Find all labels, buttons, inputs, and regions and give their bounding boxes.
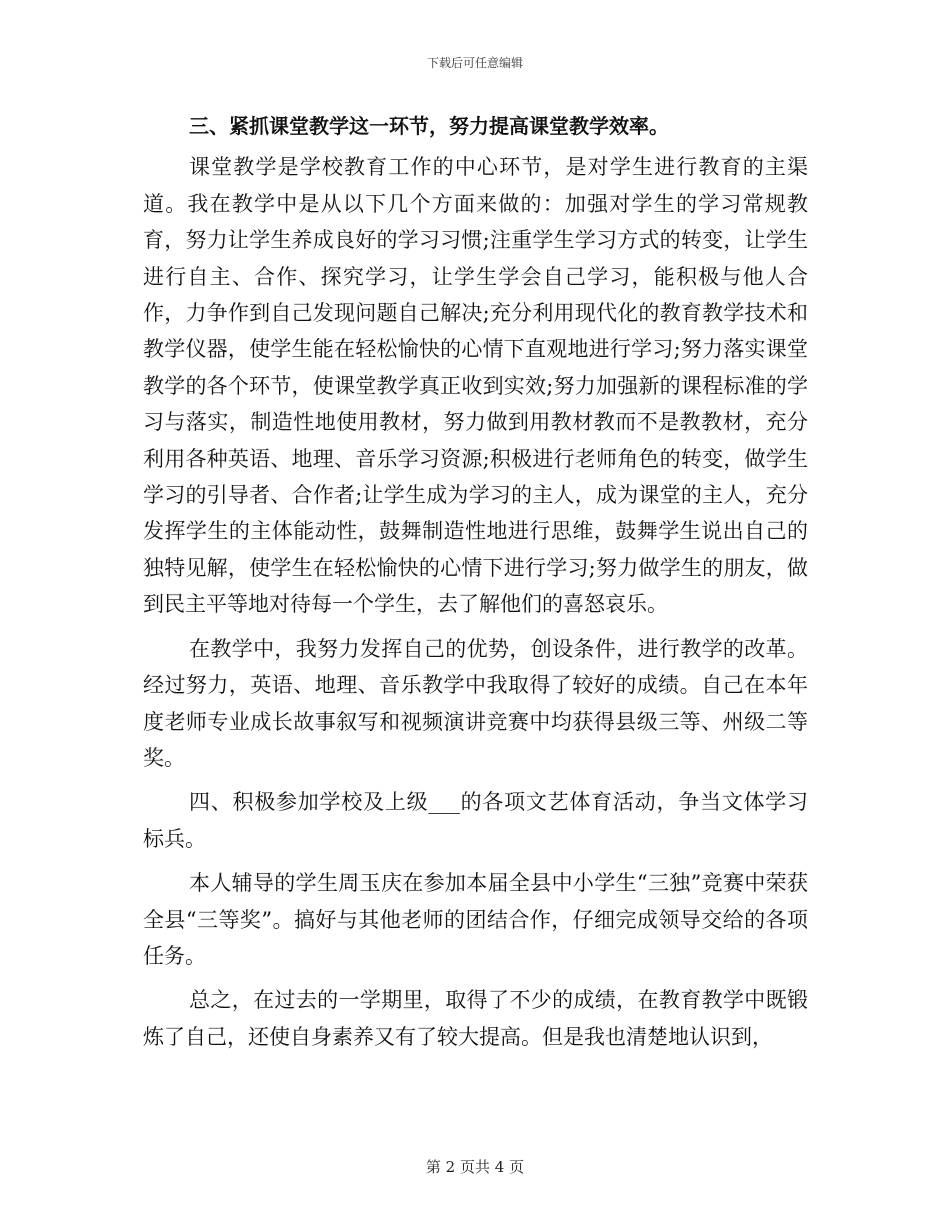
header-note: 下载后可任意编辑 bbox=[426, 56, 523, 70]
paragraph-summary: 总之，在过去的一学期里，取得了不少的成绩，在教育教学中既锻炼了自己，还使自身素养又有了较大提高。但是我也清楚地认识到， bbox=[143, 988, 808, 1049]
paragraph-teaching-results: 在教学中，我努力发挥自己的优势，创设条件，进行教学的改革。经过努力，英语、地理、音乐教学中我取得了较好的成绩。自己在本年度老师专业成长故事叙写和视频演讲竞赛中均获得县级三等、州级二等奖。 bbox=[143, 636, 808, 770]
section-heading-3: 三、紧抓课堂教学这一环节，努力提高课堂教学效率。 bbox=[189, 114, 669, 138]
page-number: 第 2 页共 4 页 bbox=[425, 1158, 525, 1176]
paragraph-classroom-teaching: 课堂教学是学校教育工作的中心环节，是对学生进行教育的主渠道。我在教学中是从以下几个方面来做的：加强对学生的学习常规教育，努力让学生养成良好的学习习惯;注重学生学习方式的转变，让学生进行自主、合作、探究学习，让学生学会自己学习，能积极与他人合作，力争作到自己发现问题自己解决;充分利用现代化的教育教学技术和教学仪器，使学生能在轻松愉快的心情下直观地进行学习;努力落实课堂教学的各个环节，使课堂教学真正收到实效;努力加强新的课程标准的学习与落实，制造性地使用教材，努力做到用教材教而不是教教材，充分利用各种英语、地理、音乐学习资源;积极进行老师角色的转变，做学生学习的引导者、合作者;让学生成为学习的主人，成为课堂的主人，充分发挥学生的主体能动性，鼓舞制造性地进行思维，鼓舞学生说出自己的独特见解，使学生在轻松愉快的心情下进行学习;努力做学生的朋友，做到民主平等地对待每一个学生，去了解他们的喜怒哀乐。 bbox=[143, 155, 808, 617]
document-body bbox=[143, 108, 808, 1055]
paragraph-student-award: 本人辅导的学生周玉庆在参加本届全县中小学生“三独”竞赛中荣获全县“三等奖”。搞好与其他老师的团结合作，仔细完成领导交给的各项任务。 bbox=[143, 871, 808, 968]
section-heading-4: 四、积极参加学校及上级___的各项文艺体育活动，争当文体学习标兵。 bbox=[143, 790, 808, 851]
